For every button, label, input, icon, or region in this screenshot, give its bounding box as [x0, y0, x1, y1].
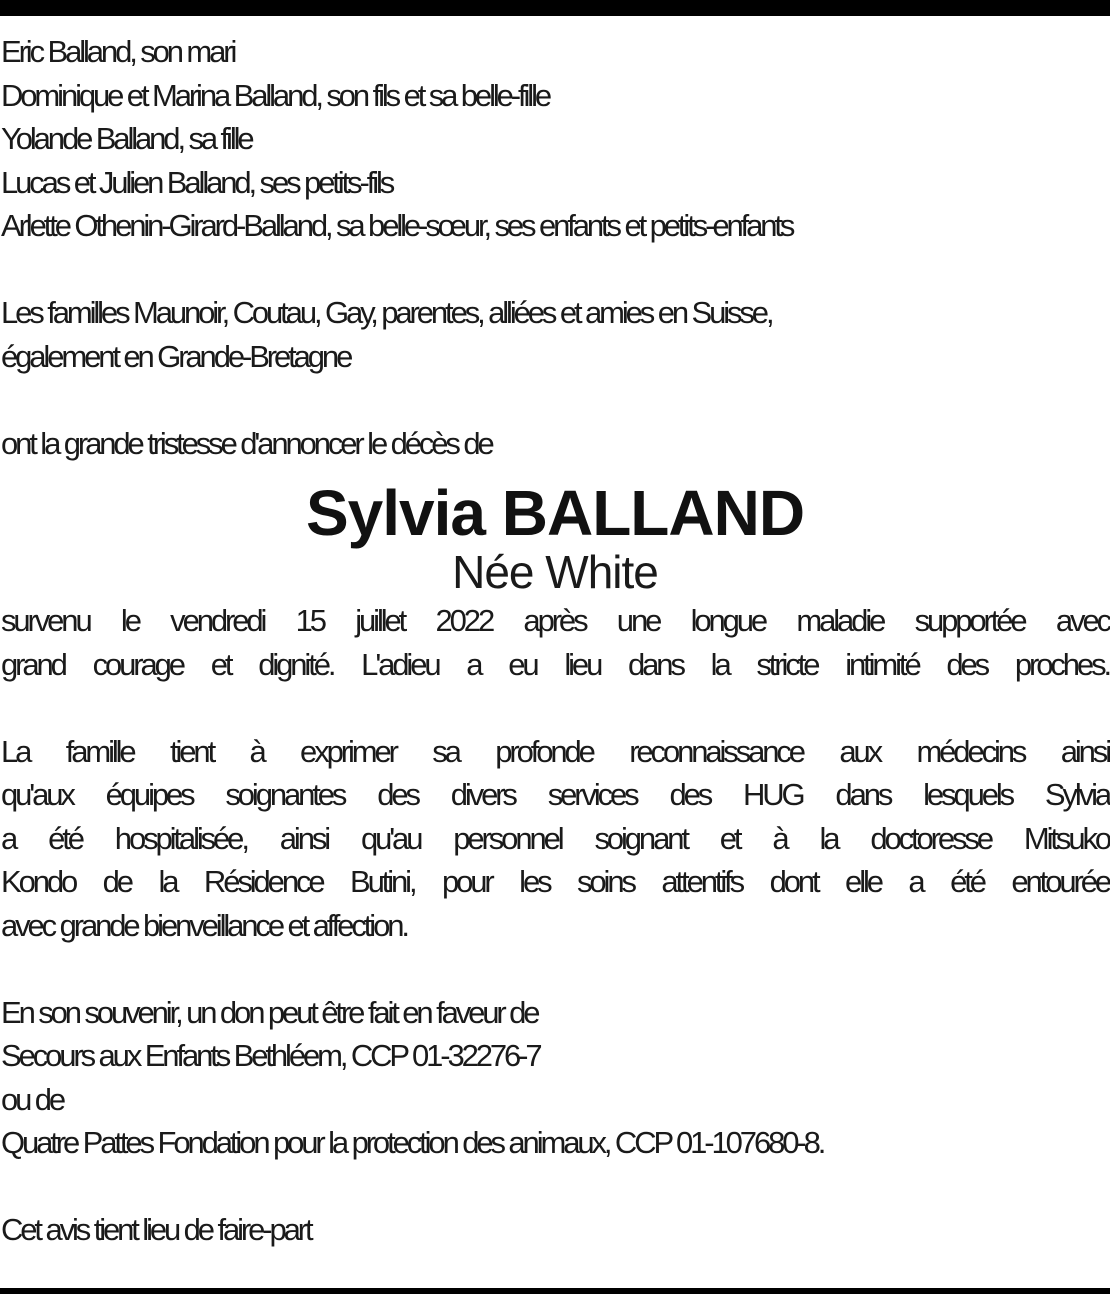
death-notice-line: survenu le vendredi 15 juillet 2022 après une longue maladie supportée avec — [1, 603, 1109, 638]
other-families — [1, 291, 1109, 378]
thanks-paragraph — [1, 730, 1109, 948]
donation-line: En son souvenir, un don peut être fait en faveur de — [1, 994, 538, 1030]
donation-line: Quatre Pattes Fondation pour la protection des animaux, CCP 01-107680-8. — [1, 1125, 824, 1160]
donation-info — [1, 991, 1109, 1165]
death-notice-line: grand courage et dignité. L'adieu a eu lieu dans la stricte intimité des proches. — [1, 646, 1109, 682]
family-list — [1, 30, 1109, 248]
family-line: Lucas et Julien Balland, ses petits-fils — [1, 164, 393, 200]
donation-line: Secours aux Enfants Bethléem, CCP 01-32276-7 — [1, 1038, 540, 1073]
announcement-text: ont la grande tristesse d'annoncer le décès de — [1, 425, 492, 461]
spacer — [1, 378, 1109, 422]
spacer — [1, 686, 1109, 730]
thanks-line: a été hospitalisée, ainsi qu'au personnel soignant et à la doctoresse Mitsuko — [1, 820, 1109, 856]
spacer — [1, 947, 1109, 991]
spacer — [1, 248, 1109, 292]
death-notice — [1, 599, 1109, 686]
thanks-line: qu'aux équipes soignantes des divers services des HUG dans lesquels Sylvia — [1, 777, 1109, 812]
thanks-line: Kondo de la Résidence Butini, pour les soins attentifs dont elle a été entourée — [1, 864, 1109, 899]
family-line: Dominique et Marina Balland, son fils et sa belle-fille — [1, 77, 550, 113]
obituary-notice — [1, 30, 1109, 1252]
donation-line: ou de — [1, 1081, 64, 1117]
top-rule — [0, 0, 1110, 16]
other-families-line: également en Grande-Bretagne — [1, 338, 351, 374]
thanks-line: La famille tient à exprimer sa profonde reconnaissance aux médecins ainsi — [1, 733, 1109, 769]
maiden-name: Née White — [452, 546, 658, 598]
spacer — [1, 1165, 1109, 1209]
deceased-name: Sylvia BALLAND — [305, 477, 805, 549]
closing-text: Cet avis tient lieu de faire-part — [1, 1212, 311, 1247]
family-line: Eric Balland, son mari — [1, 34, 235, 69]
bottom-rule — [0, 1288, 1110, 1294]
other-families-line: Les familles Maunoir, Coutau, Gay, parentes, alliées et amies en Suisse, — [1, 295, 772, 330]
family-line: Yolande Balland, sa fille — [1, 121, 252, 156]
thanks-line: avec grande bienveillance et affection. — [1, 907, 407, 943]
family-line: Arlette Othenin-Girard-Balland, sa belle-sœur, ses enfants et petits-enfants — [1, 208, 793, 243]
